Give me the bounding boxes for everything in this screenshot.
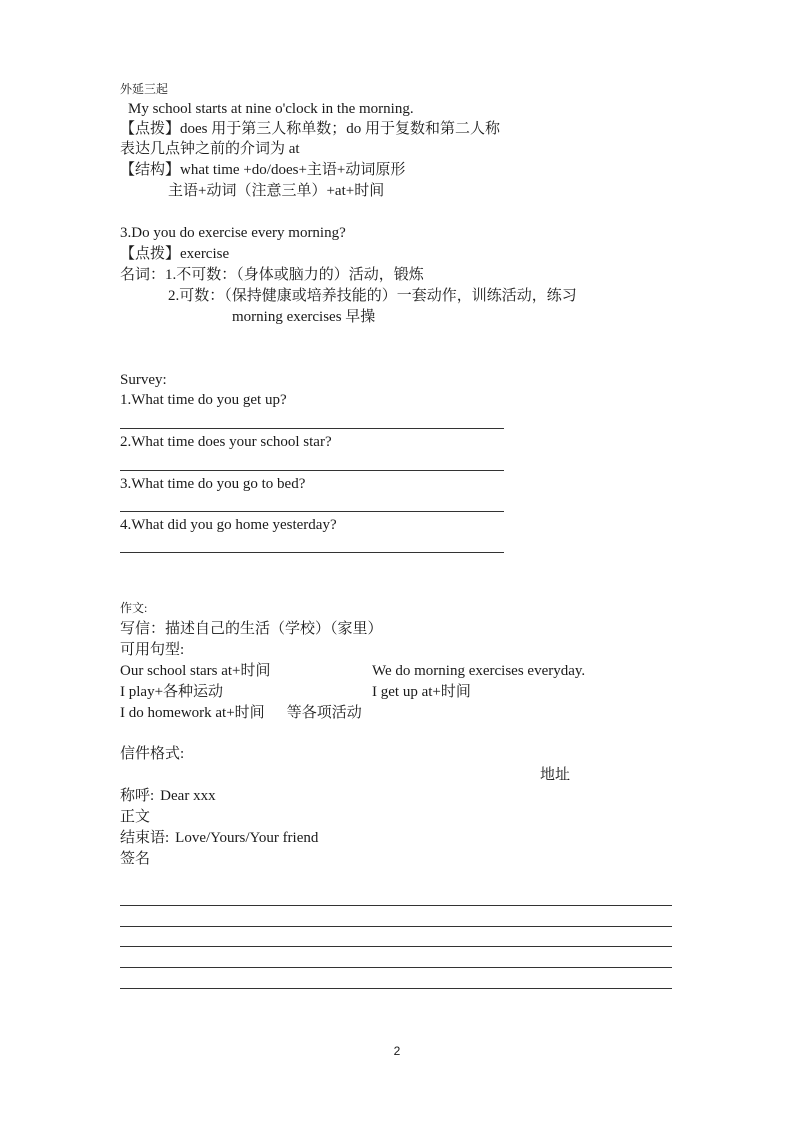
salutation-label: 称呼: [120, 788, 155, 804]
answer-line-3 [120, 511, 504, 512]
structure-question: 【结构】what time +do/does+主语+动词原形 [120, 162, 406, 178]
writing-line-2 [120, 926, 672, 927]
pattern-left-1: Our school stars at+时间 [120, 663, 271, 679]
tip-preposition-at: 表达几点钟之前的介词为 at [120, 141, 300, 157]
survey-title: Survey: [120, 372, 167, 388]
pattern-right-1: We do morning exercises everyday. [372, 663, 586, 679]
letter-address: 地址 [540, 767, 571, 783]
structure-statement: 主语+动词（注意三单）+at+时间 [168, 183, 385, 199]
noun-countable: 2.可数：（保持健康或培养技能的）一套动作，训练活动，练习 [168, 288, 577, 304]
page-number: 2 [393, 1044, 401, 1058]
survey-question-1: 1.What time do you get up? [120, 392, 287, 408]
example-sentence: My school starts at nine o'clock in the morning. [128, 101, 414, 117]
survey-question-2: 2.What time does your school star? [120, 434, 332, 450]
closing-label: 结束语: [120, 830, 170, 846]
noun-uncountable: 名词：1.不可数：（身体或脑力的）活动，锻炼 [120, 267, 424, 283]
letter-body: 正文 [120, 809, 151, 825]
patterns-label: 可用句型: [120, 642, 185, 658]
letter-salutation [120, 787, 216, 805]
writing-line-1 [120, 905, 672, 906]
letter-signature: 签名 [120, 851, 151, 867]
writing-title: 作文: [120, 601, 148, 615]
salutation-value: Dear xxx [160, 788, 216, 804]
survey-question-3: 3.What time do you go to bed? [120, 476, 306, 492]
pattern-right-2: I get up at+时间 [372, 684, 471, 700]
closing-value: Love/Yours/Your friend [175, 830, 319, 846]
question-exercise: 3.Do you do exercise every morning? [120, 225, 346, 241]
pattern-left-3 [120, 704, 362, 722]
noun-example: morning exercises 早操 [232, 309, 376, 325]
survey-question-4: 4.What did you go home yesterday? [120, 517, 337, 533]
answer-line-1 [120, 428, 504, 429]
letter-format-title: 信件格式: [120, 746, 185, 762]
pattern-right-3: 等各项活动 [286, 705, 362, 721]
section-title: 外延三起 [120, 82, 169, 96]
answer-line-4 [120, 552, 504, 553]
writing-line-3 [120, 946, 672, 947]
pattern-left-3-text: I do homework at+时间 [120, 705, 265, 721]
writing-line-4 [120, 967, 672, 968]
writing-line-5 [120, 988, 672, 989]
tip-exercise: 【点拨】exercise [120, 246, 230, 262]
writing-task: 写信：描述自己的生活（学校）（家里） [120, 621, 383, 637]
answer-line-2 [120, 470, 504, 471]
letter-closing [120, 829, 318, 847]
tip-does-do: 【点拨】does 用于第三人称单数；do 用于复数和第二人称 [120, 121, 500, 137]
pattern-left-2: I play+各种运动 [120, 684, 224, 700]
